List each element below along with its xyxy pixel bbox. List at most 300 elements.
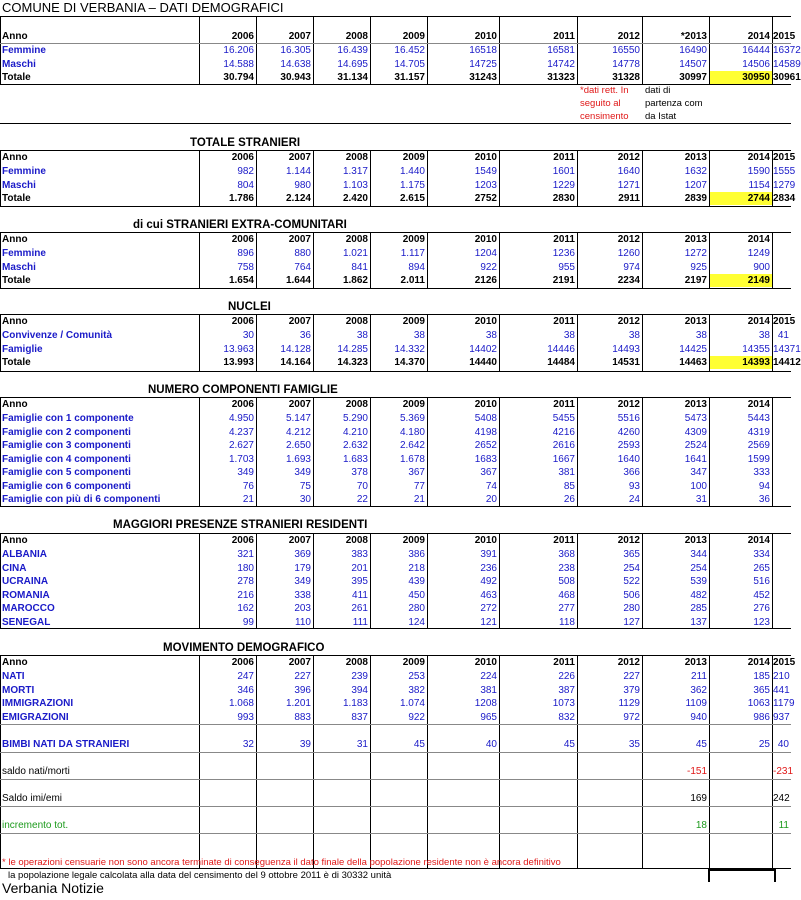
cell-value: *2013 — [680, 31, 707, 42]
cell-value: 38 — [356, 330, 368, 341]
cell-value: 4198 — [474, 426, 497, 438]
cell-value: 381 — [480, 684, 497, 696]
row-label: ROMANIA — [2, 589, 50, 601]
cell-value: 38 — [628, 330, 640, 341]
data-row — [0, 192, 796, 205]
cell-value: 277 — [558, 603, 575, 614]
year-header-row — [0, 534, 791, 547]
cell-value: 30.943 — [280, 72, 311, 83]
cell-value: 758 — [237, 261, 254, 273]
cell-value: 254 — [690, 562, 707, 574]
data-row — [0, 711, 791, 724]
cell-value: 2.420 — [342, 193, 368, 204]
cell-value: 13.963 — [223, 343, 254, 355]
data-row — [0, 426, 791, 439]
cell-value: 1271 — [617, 179, 640, 191]
cell-value — [773, 562, 791, 575]
note-row — [0, 110, 791, 123]
cell-value: 111 — [352, 616, 368, 628]
data-row — [0, 247, 791, 260]
cell-value: 179 — [294, 562, 311, 574]
cell-value: 1073 — [552, 698, 575, 709]
cell-value: 14.128 — [280, 343, 311, 355]
cell-value: 2015 — [773, 152, 796, 163]
data-row — [0, 480, 791, 493]
cell-value: 2014 — [747, 234, 770, 245]
cell-value: 880 — [294, 248, 311, 259]
cell-value: 468 — [558, 589, 575, 601]
cell-value: 201 — [351, 562, 368, 574]
cell-value: 2006 — [231, 234, 254, 245]
cell-value: 2191 — [552, 275, 575, 286]
cell-value: 2126 — [474, 275, 497, 286]
row-label: CINA — [2, 562, 27, 574]
cell-value: 1.183 — [342, 698, 368, 709]
cell-value: 1.440 — [399, 166, 425, 177]
cell-value: 516 — [753, 576, 770, 587]
cell-value — [773, 548, 791, 561]
cell-value: 31.134 — [337, 72, 368, 83]
year-header-row — [0, 656, 796, 669]
cell-value: 93 — [628, 480, 640, 492]
section-heading: di cui STRANIERI EXTRA-COMUNITARI — [133, 219, 347, 231]
cell-value: 276 — [753, 603, 770, 614]
cell-value: 2652 — [474, 440, 497, 451]
row-label: MAROCCO — [2, 603, 55, 614]
cell-value: 2834 — [773, 193, 796, 204]
cell-value: 2.632 — [342, 440, 368, 451]
data-row — [0, 562, 791, 575]
cell-value — [773, 602, 791, 615]
cell-value: 1.703 — [228, 453, 254, 465]
row-label: Convivenze / Comunità — [2, 330, 113, 341]
cell-value: 1.786 — [228, 193, 254, 204]
cell-value: 2008 — [345, 399, 368, 410]
cell-value: 2011 — [553, 657, 575, 668]
cell-value: 180 — [237, 562, 254, 574]
cell-value — [773, 493, 791, 506]
cell-value: 386 — [408, 549, 425, 560]
cell-value: 539 — [690, 576, 707, 587]
cell-value: 1260 — [617, 248, 640, 259]
cell-value: 2011 — [553, 399, 575, 410]
cell-value: 2013 — [684, 657, 707, 668]
cell-value: 506 — [623, 589, 640, 601]
cell-value: 218 — [408, 562, 425, 574]
cell-value: 24 — [628, 494, 640, 505]
row-label: Totale — [2, 275, 31, 286]
cell-value: 2593 — [617, 440, 640, 451]
cell-value: 285 — [690, 603, 707, 614]
cell-value: 1.175 — [399, 179, 425, 191]
cell-value: 253 — [408, 671, 425, 682]
cell-value: 41 — [777, 330, 789, 341]
cell-value: 974 — [623, 261, 640, 273]
cell-value: 2015 — [773, 657, 796, 668]
cell-value: 2014 — [747, 399, 770, 410]
row-label: Anno — [2, 31, 28, 42]
row-border — [0, 506, 791, 507]
cell-value: 30 — [242, 330, 254, 341]
cell-value: 922 — [480, 261, 497, 273]
row-border — [0, 123, 791, 124]
cell-value: 482 — [690, 589, 707, 601]
cell-value: 16.206 — [223, 45, 254, 56]
cell-value: 349 — [237, 467, 254, 478]
cell-value: 2008 — [345, 31, 368, 42]
cell-value: 1555 — [773, 166, 796, 177]
summary-row — [0, 819, 791, 832]
row-border — [0, 752, 791, 753]
cell-value: 16.452 — [394, 45, 425, 56]
cell-value: 396 — [294, 684, 311, 696]
cell-value: 2006 — [231, 535, 254, 546]
cell-value — [773, 453, 791, 466]
cell-value: 2008 — [345, 316, 368, 327]
cell-value — [773, 274, 791, 287]
row-border — [0, 371, 791, 372]
cell-value: 2752 — [474, 193, 497, 204]
cell-value: 239 — [351, 671, 368, 682]
cell-value: 1549 — [474, 166, 497, 177]
cell-value: 986 — [753, 711, 770, 723]
cell-value: 2.011 — [400, 275, 425, 286]
value-2015: 242 — [773, 793, 790, 804]
cell-value: 2013 — [684, 535, 707, 546]
note-row — [0, 97, 791, 110]
data-row — [0, 548, 791, 561]
cell-value: 35 — [628, 739, 640, 750]
cell-value: 2009 — [402, 316, 425, 327]
cell-value: 883 — [294, 711, 311, 723]
cell-value: 21 — [242, 494, 254, 505]
cell-value: 2012 — [617, 657, 640, 668]
cell-value: 40 — [485, 739, 497, 750]
cell-value: 2013 — [684, 152, 707, 163]
cell-value: 4260 — [617, 426, 640, 438]
cell-value: 5516 — [617, 413, 640, 424]
cell-value: 127 — [623, 616, 640, 628]
data-row — [0, 329, 791, 342]
row-label: Maschi — [2, 58, 36, 70]
cell-value: 2007 — [288, 535, 311, 546]
cell-value: 5455 — [552, 413, 575, 424]
cell-value: 841 — [351, 261, 368, 273]
cell-value: 14.588 — [223, 58, 254, 70]
cell-value: 16.439 — [337, 45, 368, 56]
section-heading: TOTALE STRANIERI — [190, 137, 301, 149]
cell-value: 1249 — [747, 248, 770, 259]
cell-value: 2013 — [684, 316, 707, 327]
year-header-row — [0, 30, 796, 43]
cell-value: 14402 — [469, 343, 497, 355]
cell-value: 2010 — [474, 535, 497, 546]
cell-value: 14493 — [612, 343, 640, 355]
data-row — [0, 670, 791, 683]
cell-value: 4.180 — [399, 426, 425, 438]
row-label: Anno — [2, 152, 28, 163]
cell-value: 1.317 — [342, 166, 368, 177]
cell-value: 338 — [294, 589, 311, 601]
cell-value: 940 — [690, 711, 707, 723]
row-label: Totale — [2, 357, 31, 368]
cell-value: 368 — [558, 549, 575, 560]
cell-value: 14440 — [469, 357, 497, 368]
cell-value: 1640 — [617, 166, 640, 177]
cell-value: 2008 — [345, 152, 368, 163]
cell-value: 832 — [558, 711, 575, 723]
cell-value: 14.638 — [280, 58, 311, 70]
data-row — [0, 466, 791, 479]
cell-value: 450 — [408, 589, 425, 601]
data-row — [0, 179, 796, 192]
section-heading: MOVIMENTO DEMOGRAFICO — [163, 642, 325, 654]
row-label: Famiglie con 6 componenti — [2, 480, 131, 492]
cell-value: 2009 — [402, 535, 425, 546]
cell-value: 381 — [558, 467, 575, 478]
cell-value: 1129 — [618, 698, 640, 709]
cell-value: 280 — [408, 603, 425, 614]
cell-value: 2010 — [474, 316, 497, 327]
row-border — [0, 288, 791, 289]
cell-value: 2009 — [402, 31, 425, 42]
cell-value: 321 — [237, 549, 254, 560]
year-header-row — [0, 233, 791, 246]
istat-note: da Istat — [645, 111, 677, 122]
cell-value: 2012 — [617, 152, 640, 163]
cell-value: 1.654 — [228, 275, 254, 286]
data-row — [0, 589, 791, 602]
section-heading: NUCLEI — [228, 301, 271, 313]
cell-value — [773, 412, 791, 425]
cell-value: 32 — [242, 739, 254, 750]
cell-value: 1.862 — [342, 275, 368, 286]
cell-value: 2006 — [231, 657, 254, 668]
cell-value: 1632 — [684, 166, 707, 177]
cell-value: 1179 — [773, 698, 795, 709]
cell-value: 1279 — [773, 179, 796, 191]
cell-value: 394 — [351, 684, 368, 696]
cell-value: 522 — [623, 576, 640, 587]
cell-value: 14.695 — [337, 58, 368, 70]
cell-value: 36 — [758, 494, 770, 505]
cell-value: 2009 — [402, 234, 425, 245]
cell-value: 2009 — [402, 399, 425, 410]
cell-value: 1154 — [748, 179, 770, 191]
cell-value: 367 — [480, 467, 497, 478]
cell-value: 31 — [695, 494, 707, 505]
cell-value: 2197 — [684, 275, 707, 286]
cell-value: 226 — [558, 671, 575, 682]
cell-value: 993 — [237, 711, 254, 723]
cell-value: 369 — [294, 549, 311, 560]
cell-value: 2006 — [231, 152, 254, 163]
credit-label: Verbania Notizie — [2, 880, 104, 896]
row-border — [0, 779, 791, 780]
cell-value: 254 — [623, 562, 640, 574]
cell-value: 349 — [294, 576, 311, 587]
row-label: Maschi — [2, 179, 36, 191]
row-label: Famiglie con 1 componente — [2, 413, 134, 424]
row-label: SENEGAL — [2, 616, 51, 628]
cell-value: 2911 — [618, 193, 640, 204]
cell-value: 238 — [558, 562, 575, 574]
cell-value: 227 — [623, 671, 640, 682]
cell-value: 1.074 — [399, 698, 425, 709]
row-border — [0, 806, 791, 807]
cell-value: 210 — [773, 671, 790, 682]
cell-value: 124 — [408, 616, 425, 628]
cell-value: 45 — [695, 739, 707, 750]
row-label: Totale — [2, 193, 31, 204]
cell-value: 20 — [485, 494, 497, 505]
cell-value: 14.285 — [337, 343, 368, 355]
row-label: MORTI — [2, 684, 35, 696]
cell-value: 365 — [753, 684, 770, 696]
cell-value: 5408 — [474, 413, 497, 424]
cell-value: 2830 — [552, 193, 575, 204]
cell-value: 1.021 — [342, 248, 368, 259]
cell-value: 1.644 — [285, 275, 311, 286]
cell-value: 261 — [351, 603, 368, 614]
cell-value: 1109 — [685, 698, 707, 709]
cell-value: 31328 — [612, 72, 640, 83]
data-row — [0, 493, 791, 506]
cell-value: 38 — [563, 330, 575, 341]
cell-value: 334 — [753, 549, 770, 560]
year-header-row — [0, 398, 791, 411]
cell-value: 16518 — [469, 45, 497, 56]
data-row — [0, 165, 796, 178]
cell-value: 980 — [294, 179, 311, 191]
row-label: Anno — [2, 535, 28, 546]
cell-value: 14725 — [469, 58, 497, 70]
row-label: Femmine — [2, 248, 46, 259]
cell-value: 25 — [758, 739, 770, 750]
cell-value: 1.144 — [285, 166, 311, 177]
cell-value: 2009 — [402, 657, 425, 668]
data-row — [0, 412, 791, 425]
cell-value: 5473 — [684, 413, 707, 424]
row-label: Famiglie con più di 6 componenti — [2, 494, 161, 505]
cell-value: 30 — [299, 494, 311, 505]
cell-value: 896 — [237, 248, 254, 259]
data-row — [0, 261, 791, 274]
cell-value: 937 — [773, 711, 790, 723]
cell-value: 16372 — [773, 45, 801, 56]
cell-value: 2744 — [710, 192, 772, 205]
cell-value: 2.650 — [285, 440, 311, 451]
cell-value: 2007 — [288, 31, 311, 42]
cell-value: 14.164 — [280, 357, 311, 368]
section-title — [0, 219, 791, 232]
row-label: incremento tot. — [2, 820, 69, 831]
row-label: Anno — [2, 399, 28, 410]
cell-value: 2007 — [288, 399, 311, 410]
cell-value: 1.693 — [285, 453, 311, 465]
cell-value: 4.237 — [228, 426, 254, 438]
cell-value: 5.369 — [399, 413, 425, 424]
row-label: NATI — [2, 671, 25, 682]
cell-value: 2012 — [617, 399, 640, 410]
cell-value: 30961 — [773, 72, 801, 83]
cell-value — [773, 616, 791, 629]
cell-value: 40 — [777, 739, 789, 750]
row-label: UCRAINA — [2, 576, 49, 587]
page-title: COMUNE DI VERBANIA – DATI DEMOGRAFICI — [2, 0, 284, 15]
cell-value: 39 — [299, 739, 311, 750]
cell-value: 452 — [753, 589, 770, 601]
cell-value: 2014 — [747, 657, 770, 668]
row-label: Famiglie con 2 componenti — [2, 426, 131, 438]
section-title — [0, 519, 791, 532]
data-row — [0, 58, 801, 71]
value-2015: -231 — [773, 766, 794, 777]
cell-value: 391 — [480, 549, 497, 560]
row-label: Famiglie — [2, 343, 43, 355]
cell-value: 2010 — [474, 31, 497, 42]
row-label: ALBANIA — [2, 549, 47, 560]
istat-note: dati di — [645, 85, 671, 96]
cell-value: 45 — [563, 739, 575, 750]
cell-value: 5.147 — [285, 413, 311, 424]
cell-value: 837 — [351, 711, 368, 723]
row-label: Maschi — [2, 261, 36, 273]
cell-value: 379 — [623, 684, 640, 696]
cell-value: 162 — [237, 603, 254, 614]
cell-value: 2008 — [345, 234, 368, 245]
data-row — [0, 602, 791, 615]
cell-value: 30950 — [710, 71, 772, 84]
cell-value: 272 — [480, 603, 497, 614]
cell-value: 2149 — [710, 274, 772, 287]
cell-value: 2839 — [684, 193, 707, 204]
cell-value: 1.678 — [399, 453, 425, 465]
cell-value: 1601 — [552, 166, 575, 177]
cell-value: 14531 — [612, 357, 640, 368]
cell-value — [773, 466, 791, 479]
cell-value: 4319 — [747, 426, 770, 438]
cell-value: 463 — [480, 589, 497, 601]
cell-value: 346 — [237, 684, 254, 696]
data-row — [0, 684, 791, 697]
cell-value: 31323 — [547, 72, 575, 83]
row-border — [0, 724, 791, 725]
cell-value: 278 — [237, 576, 254, 587]
cell-value: 14425 — [679, 343, 707, 355]
cell-value: 1.117 — [400, 248, 425, 259]
cell-value: 395 — [351, 576, 368, 587]
cell-value: 1590 — [747, 166, 770, 177]
summary-row — [0, 765, 794, 778]
cell-value: 982 — [237, 166, 254, 177]
empty-box — [708, 869, 776, 882]
census-note: *dati rett. In — [580, 85, 629, 96]
section-heading: MAGGIORI PRESENZE STRANIERI RESIDENTI — [113, 519, 368, 531]
cell-value: 2013 — [684, 234, 707, 245]
section-title — [0, 301, 791, 314]
cell-value: 247 — [237, 671, 254, 682]
cell-value: 1599 — [747, 453, 770, 465]
cell-value: 2006 — [231, 31, 254, 42]
cell-value: 1.683 — [342, 453, 368, 465]
cell-value — [773, 439, 791, 452]
cell-value: 4216 — [552, 426, 575, 438]
cell-value: 2616 — [552, 440, 575, 451]
cell-value: 2014 — [747, 316, 770, 327]
value-2013: -151 — [686, 766, 707, 777]
cell-value: 100 — [690, 480, 707, 492]
